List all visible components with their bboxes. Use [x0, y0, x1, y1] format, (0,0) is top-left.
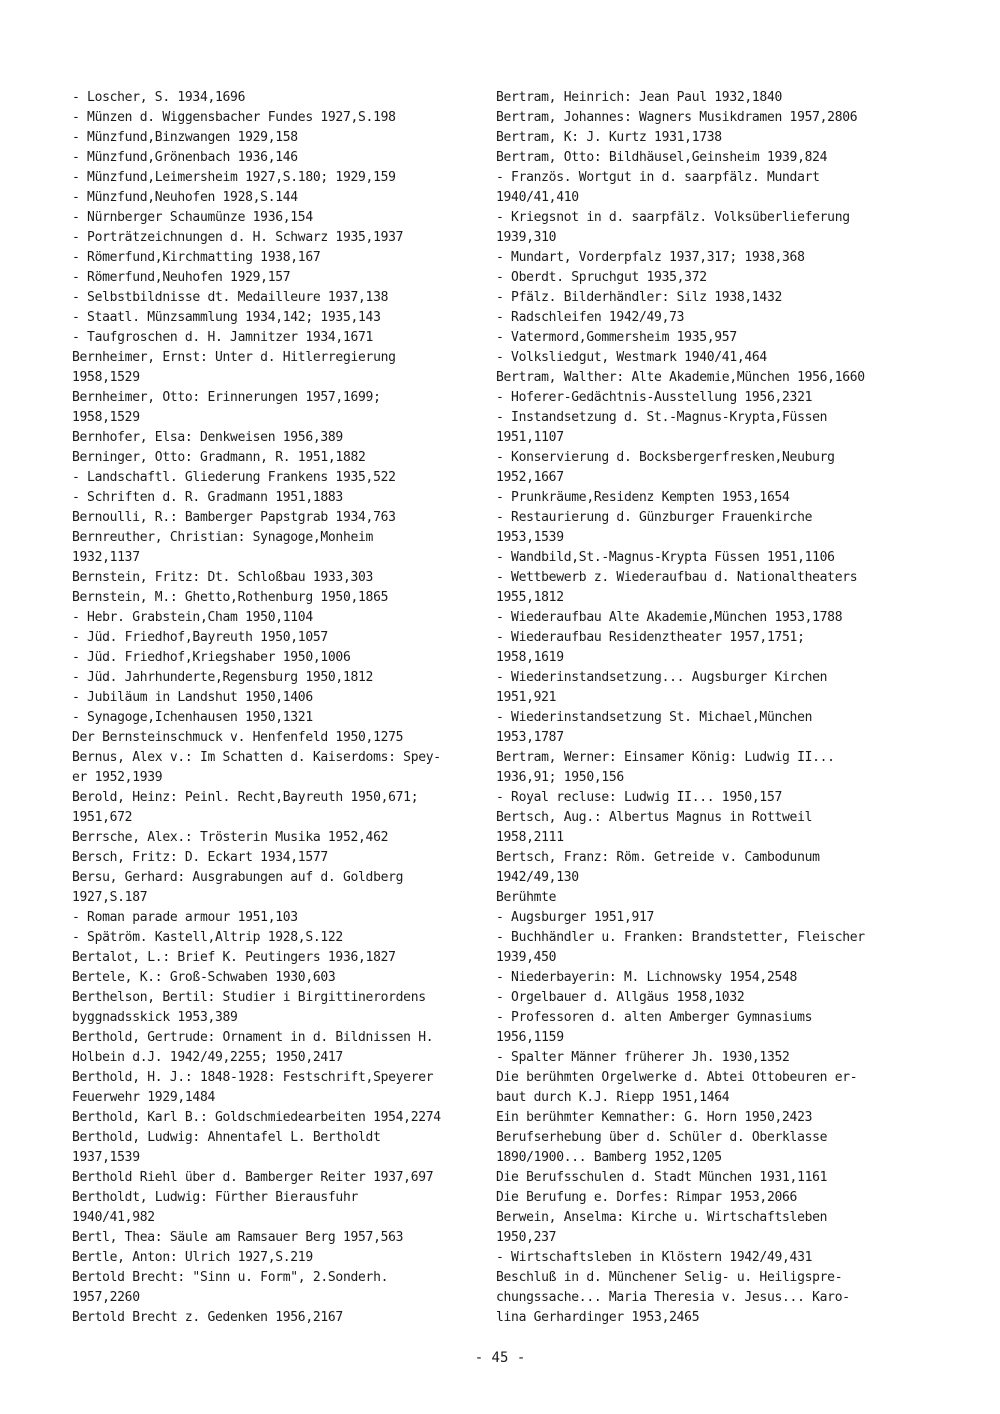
index-entry [72, 868, 482, 908]
index-entry [72, 608, 482, 628]
index-entry-line: 1951,921 [496, 690, 557, 705]
index-entry-line: lina Gerhardinger 1953,2465 [496, 1310, 700, 1325]
index-entry-line: Berthold, Karl B.: Goldschmiedearbeiten 1954,2274 [72, 1110, 441, 1125]
index-entry-line: Beschluß in d. Münchener Selig- u. Heiligspre- [496, 1270, 843, 1285]
index-entry-line: - Instandsetzung d. St.-Magnus-Krypta,Füssen [496, 410, 828, 425]
index-entry [496, 1008, 896, 1048]
index-entry [72, 748, 482, 788]
index-entry-line: Berthelson, Bertil: Studier i Birgittinerordens [72, 990, 426, 1005]
index-entry-line: - Prunkräume,Residenz Kempten 1953,1654 [496, 490, 790, 505]
index-entry-line: - Spätröm. Kastell,Altrip 1928,S.122 [72, 930, 343, 945]
index-entry [72, 308, 482, 328]
index-entry [72, 188, 482, 208]
index-entry [496, 1208, 896, 1248]
index-entry-line: Bertram, Werner: Einsamer König: Ludwig II... [496, 750, 835, 765]
index-entry-line: 1932,1137 [72, 550, 140, 565]
index-entry [72, 1028, 482, 1068]
index-entry-line: 1958,1619 [496, 650, 564, 665]
index-entry-line: Die Berufung e. Dorfes: Rimpar 1953,2066 [496, 1190, 798, 1205]
index-entry [72, 148, 482, 168]
index-entry [496, 348, 896, 368]
index-entry-line: - Selbstbildnisse dt. Medailleure 1937,138 [72, 290, 389, 305]
index-entry [72, 428, 482, 448]
index-entry-line: 1955,1812 [496, 590, 564, 605]
index-entry [496, 508, 896, 548]
index-entry [496, 248, 896, 268]
index-entry [496, 168, 896, 208]
index-entry-line: Bertalot, L.: Brief K. Peutingers 1936,1827 [72, 950, 396, 965]
index-entry [72, 848, 482, 868]
index-entry-line: 1951,1107 [496, 430, 564, 445]
index-entry-line: - Jubiläum in Landshut 1950,1406 [72, 690, 313, 705]
index-entry-line: byggnadsskick 1953,389 [72, 1010, 238, 1025]
index-entry [72, 208, 482, 228]
index-entry [72, 648, 482, 668]
index-entry-line: Bertram, Johannes: Wagners Musikdramen 1957,2806 [496, 110, 858, 125]
index-entry [496, 1268, 896, 1328]
index-entry [72, 328, 482, 348]
index-entry [496, 1128, 896, 1168]
index-entry-line: Bertele, K.: Groß-Schwaben 1930,603 [72, 970, 336, 985]
index-entry-line: 1939,450 [496, 950, 557, 965]
index-entry-line: 1927,S.187 [72, 890, 148, 905]
index-entry-line: Berninger, Otto: Gradmann, R. 1951,1882 [72, 450, 366, 465]
index-entry-line: - Wirtschaftsleben in Klöstern 1942/49,431 [496, 1250, 813, 1265]
index-entry [496, 108, 896, 128]
index-entry-line: - Wiederaufbau Residenztheater 1957,1751; [496, 630, 805, 645]
index-entry-line: - Konservierung d. Bocksbergerfresken,Neuburg [496, 450, 835, 465]
index-entry-line: - Jüd. Friedhof,Kriegshaber 1950,1006 [72, 650, 351, 665]
index-entry-line: Bernstein, M.: Ghetto,Rothenburg 1950,1865 [72, 590, 389, 605]
index-entry [72, 108, 482, 128]
index-entry [72, 268, 482, 288]
index-entry-line: Berthold Riehl über d. Bamberger Reiter 1937,697 [72, 1170, 434, 1185]
index-entry [72, 568, 482, 588]
index-entry [72, 488, 482, 508]
index-entry-line: Bernus, Alex v.: Im Schatten d. Kaiserdoms: Spey- [72, 750, 441, 765]
index-entry-line: Bertold Brecht z. Gedenken 1956,2167 [72, 1310, 343, 1325]
index-entry [72, 948, 482, 968]
index-entry-line: - Oberdt. Spruchgut 1935,372 [496, 270, 707, 285]
index-entry-line: Berthold, H. J.: 1848-1928: Festschrift,Speyerer [72, 1070, 434, 1085]
index-entry [496, 1068, 896, 1108]
index-entry-line: Feuerwehr 1929,1484 [72, 1090, 216, 1105]
index-entry-line: - Mundart, Vorderpfalz 1937,317; 1938,368 [496, 250, 805, 265]
index-entry [72, 388, 482, 428]
index-entry-line: Bernoulli, R.: Bamberger Papstgrab 1934,763 [72, 510, 396, 525]
index-entry-line: 1942/49,130 [496, 870, 579, 885]
index-entry [496, 788, 896, 808]
index-entry-line: 1936,91; 1950,156 [496, 770, 624, 785]
index-entry [496, 1168, 896, 1188]
index-entry [72, 708, 482, 728]
index-entry [72, 908, 482, 928]
index-entry-line: Der Bernsteinschmuck v. Henfenfeld 1950,1275 [72, 730, 404, 745]
index-entry-line: - Staatl. Münzsammlung 1934,142; 1935,143 [72, 310, 381, 325]
index-entry [72, 248, 482, 268]
index-entry-line: - Wiederinstandsetzung St. Michael,München [496, 710, 813, 725]
index-entry [72, 1228, 482, 1248]
index-entry [496, 568, 896, 608]
index-entry-line: 1950,237 [496, 1230, 557, 1245]
index-entry [72, 1248, 482, 1268]
index-entry-line: er 1952,1939 [72, 770, 163, 785]
index-entry [496, 488, 896, 508]
index-entry-line: - Volksliedgut, Westmark 1940/41,464 [496, 350, 767, 365]
index-entry [496, 408, 896, 448]
index-entry-line: 1956,1159 [496, 1030, 564, 1045]
index-entry [72, 1188, 482, 1228]
index-entry [496, 208, 896, 248]
index-entry [496, 1188, 896, 1208]
index-entry-line: chungssache... Maria Theresia v. Jesus... Karo- [496, 1290, 850, 1305]
index-entry-line: Bernheimer, Otto: Erinnerungen 1957,1699; [72, 390, 381, 405]
index-entry-line: - Taufgroschen d. H. Jamnitzer 1934,1671 [72, 330, 374, 345]
index-entry [496, 708, 896, 748]
index-entry [72, 288, 482, 308]
index-entry-line: Bertsch, Aug.: Albertus Magnus in Rottweil [496, 810, 813, 825]
index-entry [496, 448, 896, 488]
index-entry-line: - Wandbild,St.-Magnus-Krypta Füssen 1951,1106 [496, 550, 835, 565]
index-entry [496, 888, 896, 908]
index-entry-line: Holbein d.J. 1942/49,2255; 1950,2417 [72, 1050, 343, 1065]
index-entry [72, 1108, 482, 1128]
index-entry [72, 988, 482, 1028]
index-entry-line: - Wiederaufbau Alte Akademie,München 1953,1788 [496, 610, 843, 625]
index-entry-line: Bertle, Anton: Ulrich 1927,S.219 [72, 1250, 313, 1265]
index-entry-line: - Münzen d. Wiggensbacher Fundes 1927,S.198 [72, 110, 396, 125]
index-entry [72, 928, 482, 948]
index-entry [72, 588, 482, 608]
index-entry-line: - Vatermord,Gommersheim 1935,957 [496, 330, 737, 345]
index-entry [496, 628, 896, 668]
index-entry-line: - Landschaftl. Gliederung Frankens 1935,522 [72, 470, 396, 485]
index-entry-line: 1958,2111 [496, 830, 564, 845]
index-entry-line: Die berühmten Orgelwerke d. Abtei Ottobeuren er- [496, 1070, 858, 1085]
index-entry-line: - Nürnberger Schaumünze 1936,154 [72, 210, 313, 225]
index-entry-line: baut durch K.J. Riepp 1951,1464 [496, 1090, 730, 1105]
index-entry [496, 268, 896, 288]
index-entry-line: - Römerfund,Kirchmatting 1938,167 [72, 250, 321, 265]
index-entry-line: - Buchhändler u. Franken: Brandstetter, Fleischer [496, 930, 865, 945]
index-entry-line: - Loscher, S. 1934,1696 [72, 90, 246, 105]
index-entry [496, 88, 896, 108]
index-entry [496, 968, 896, 988]
index-entry-line: - Hebr. Grabstein,Cham 1950,1104 [72, 610, 313, 625]
index-entry-line: Berthold, Gertrude: Ornament in d. Bildnissen H. [72, 1030, 434, 1045]
index-entry-line: - Münzfund,Neuhofen 1928,S.144 [72, 190, 298, 205]
index-entry-line: 1958,1529 [72, 370, 140, 385]
index-entry [496, 128, 896, 148]
index-entry-line: 1957,2260 [72, 1290, 140, 1305]
page-number: - 45 - [474, 1350, 526, 1366]
index-entry-line: Berwein, Anselma: Kirche u. Wirtschaftsleben [496, 1210, 828, 1225]
index-entry [72, 168, 482, 188]
index-entry-line: Bersu, Gerhard: Ausgrabungen auf d. Goldberg [72, 870, 404, 885]
index-entry [496, 1108, 896, 1128]
index-entry-line: - Wettbewerb z. Wiederaufbau d. Nationaltheaters [496, 570, 858, 585]
index-entry [496, 808, 896, 848]
index-entry-line: Bersch, Fritz: D. Eckart 1934,1577 [72, 850, 328, 865]
index-entry-line: - Orgelbauer d. Allgäus 1958,1032 [496, 990, 745, 1005]
index-entry [496, 388, 896, 408]
index-entry [496, 308, 896, 328]
index-entry-line: 1952,1667 [496, 470, 564, 485]
index-entry [72, 1308, 482, 1328]
index-entry-line: - Münzfund,Leimersheim 1927,S.180; 1929,159 [72, 170, 396, 185]
index-entry-line: 1958,1529 [72, 410, 140, 425]
index-entry [496, 608, 896, 628]
index-entry [72, 1268, 482, 1308]
index-entry [72, 688, 482, 708]
index-entry [72, 1068, 482, 1108]
index-entry-line: - Jüd. Jahrhunderte,Regensburg 1950,1812 [72, 670, 374, 685]
index-entry-line: Berold, Heinz: Peinl. Recht,Bayreuth 1950,671; [72, 790, 419, 805]
index-entry-line: 1940/41,982 [72, 1210, 155, 1225]
index-entry [72, 828, 482, 848]
index-entry [72, 128, 482, 148]
index-entry-line: - Münzfund,Grönenbach 1936,146 [72, 150, 298, 165]
index-entry-line: Bertram, K: J. Kurtz 1931,1738 [496, 130, 722, 145]
index-entry [72, 968, 482, 988]
index-entry-line: Berühmte [496, 890, 557, 905]
index-entry-line: 1939,310 [496, 230, 557, 245]
index-entry-line: - Schriften d. R. Gradmann 1951,1883 [72, 490, 343, 505]
index-entry [72, 788, 482, 828]
index-entry-line: - Französ. Wortgut in d. saarpfälz. Mundart [496, 170, 820, 185]
index-entry-line: - Wiederinstandsetzung... Augsburger Kirchen [496, 670, 828, 685]
index-entry-line: - Münzfund,Binzwangen 1929,158 [72, 130, 298, 145]
index-entry-line: Bertold Brecht: "Sinn u. Form", 2.Sonderh. [72, 1270, 389, 1285]
index-entry-line: Bernheimer, Ernst: Unter d. Hitlerregierung [72, 350, 396, 365]
index-entry-line: - Professoren d. alten Amberger Gymnasiums [496, 1010, 813, 1025]
index-entry [72, 628, 482, 648]
index-entry [496, 148, 896, 168]
index-entry-line: 1953,1539 [496, 530, 564, 545]
index-entry-line: 1940/41,410 [496, 190, 579, 205]
index-entry-line: - Augsburger 1951,917 [496, 910, 655, 925]
index-entry-line: - Spalter Männer früherer Jh. 1930,1352 [496, 1050, 790, 1065]
index-entry-line: Bertram, Heinrich: Jean Paul 1932,1840 [496, 90, 783, 105]
index-entry-line: Bertl, Thea: Säule am Ramsauer Berg 1957,563 [72, 1230, 404, 1245]
index-entry [72, 468, 482, 488]
index-entry-line: - Roman parade armour 1951,103 [72, 910, 298, 925]
index-entry-line: Die Berufsschulen d. Stadt München 1931,1161 [496, 1170, 828, 1185]
index-entry-line: - Pfälz. Bilderhändler: Silz 1938,1432 [496, 290, 783, 305]
index-entry-line: - Synagoge,Ichenhausen 1950,1321 [72, 710, 313, 725]
index-entry-line: - Porträtzeichnungen d. H. Schwarz 1935,1937 [72, 230, 404, 245]
index-entry [72, 228, 482, 248]
index-entry-line: - Jüd. Friedhof,Bayreuth 1950,1057 [72, 630, 328, 645]
index-entry [496, 368, 896, 388]
index-entry [496, 668, 896, 708]
index-entry-line: Bernhofer, Elsa: Denkweisen 1956,389 [72, 430, 343, 445]
index-entry-line: - Niederbayerin: M. Lichnowsky 1954,2548 [496, 970, 798, 985]
index-entry [72, 668, 482, 688]
index-entry [72, 508, 482, 528]
index-entry-line: Berufserhebung über d. Schüler d. Oberklasse [496, 1130, 828, 1145]
right-column [496, 88, 896, 1328]
index-entry-line: - Hoferer-Gedächtnis-Ausstellung 1956,2321 [496, 390, 813, 405]
index-entry [496, 908, 896, 928]
index-entry-line: - Römerfund,Neuhofen 1929,157 [72, 270, 291, 285]
index-entry [496, 548, 896, 568]
index-entry-line: Bertholdt, Ludwig: Fürther Bierausfuhr [72, 1190, 359, 1205]
index-entry-line: 1937,1539 [72, 1150, 140, 1165]
index-entry-line: - Royal recluse: Ludwig II... 1950,157 [496, 790, 783, 805]
index-entry [496, 928, 896, 968]
index-entry [496, 748, 896, 788]
index-entry-line: - Restaurierung d. Günzburger Frauenkirche [496, 510, 813, 525]
index-entry [72, 528, 482, 568]
index-entry-line: Berthold, Ludwig: Ahnentafel L. Bertholdt [72, 1130, 381, 1145]
index-entry-line: - Kriegsnot in d. saarpfälz. Volksüberlieferung [496, 210, 850, 225]
index-entry-line: Bertram, Otto: Bildhäusel,Geinsheim 1939,824 [496, 150, 828, 165]
index-entry-line: 1951,672 [72, 810, 133, 825]
index-entry-line: Bertram, Walther: Alte Akademie,München 1956,1660 [496, 370, 865, 385]
index-entry [496, 328, 896, 348]
index-entry-line: Berrsche, Alex.: Trösterin Musika 1952,462 [72, 830, 389, 845]
index-entry-line: Bernreuther, Christian: Synagoge,Monheim [72, 530, 374, 545]
index-entry-line: - Radschleifen 1942/49,73 [496, 310, 685, 325]
index-entry [72, 88, 482, 108]
index-entry [496, 988, 896, 1008]
index-entry [496, 848, 896, 888]
left-column [72, 88, 482, 1328]
index-entry [72, 1128, 482, 1168]
index-entry-line: Ein berühmter Kemnather: G. Horn 1950,2423 [496, 1110, 813, 1125]
index-entry [496, 1248, 896, 1268]
index-entry [72, 448, 482, 468]
index-entry-line: 1953,1787 [496, 730, 564, 745]
index-entry [496, 1048, 896, 1068]
index-entry [72, 348, 482, 388]
index-entry-line: 1890/1900... Bamberg 1952,1205 [496, 1150, 722, 1165]
index-entry [496, 288, 896, 308]
index-entry [72, 728, 482, 748]
index-entry-line: Bernstein, Fritz: Dt. Schloßbau 1933,303 [72, 570, 374, 585]
index-entry [72, 1168, 482, 1188]
index-entry-line: Bertsch, Franz: Röm. Getreide v. Cambodunum [496, 850, 820, 865]
